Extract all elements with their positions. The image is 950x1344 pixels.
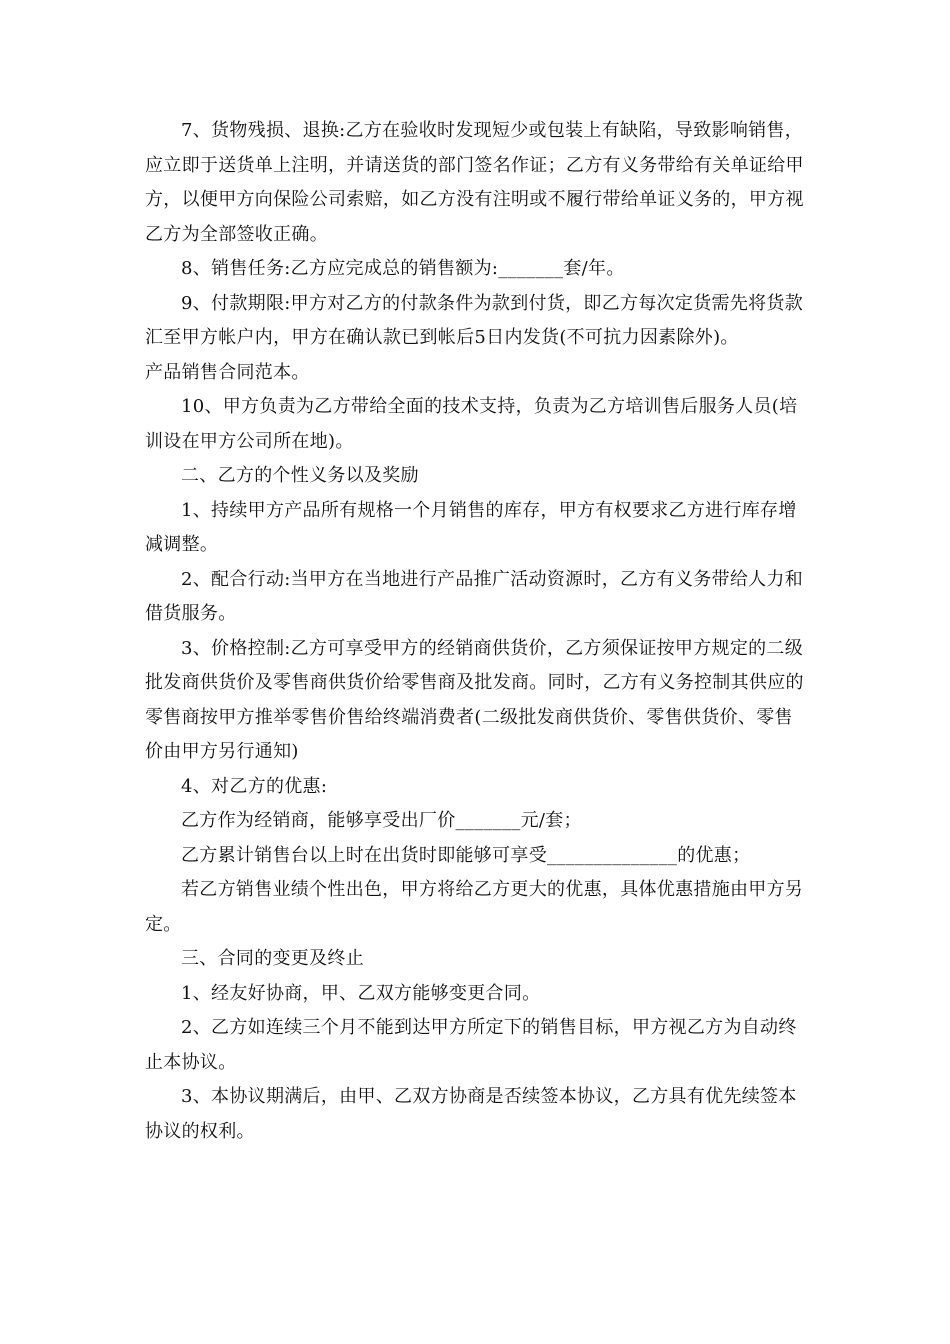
paragraph-clause-7: 7、货物残损、退换:乙方在验收时发现短少或包装上有缺陷，导致影响销售，应立即于送货单上注明，并请送货的部门签名作证；乙方有义务带给有关单证给甲方，以便甲方向保险公司索赔，如乙方没有注明或不履行带给单证义务的，甲方视乙方为全部签收正确。 [145,120,804,245]
paragraph-clause-10: 10、甲方负责为乙方带给全面的技术支持，负责为乙方培训售后服务人员(培训设在甲方公司所在地)。 [145,396,798,452]
paragraph-discount-factory-price: 乙方作为经销商，能够享受出厂价_______元/套； [181,810,582,831]
paragraph-section3-item-3: 3、本协议期满后，由甲、乙双方协商是否续签本协议，乙方具有优先续签本协议的权利。 [145,1086,797,1142]
paragraph-section3-item-1: 1、经友好协商，甲、乙双方能够变更合同。 [181,982,541,1004]
paragraph-discount-performance: 若乙方销售业绩个性出色，甲方将给乙方更大的优惠，具体优惠措施由甲方另定。 [145,879,804,935]
paragraph-clause-8: 8、销售任务:乙方应完成总的销售额为:_______套/年。 [181,258,625,279]
paragraph-discount-cumulative: 乙方累计销售台以上时在出货时即能够可享受______________的优惠； [181,844,751,866]
paragraph-clause-9: 9、付款期限:甲方对乙方的付款条件为款到付货，即乙方每次定货需先将货款汇至甲方帐户内，甲方在确认款已到帐后5日内发货(不可抗力因素除外)。 [145,292,804,348]
paragraph-section2-item-2: 2、配合行动:当甲方在当地进行产品推广活动资源时，乙方有义务带给人力和借货服务。 [145,568,804,624]
paragraph-section2-item-1: 1、持续甲方产品所有规格一个月销售的库存，甲方有权要求乙方进行库存增减调整。 [145,499,797,555]
paragraph-section2-item-3: 3、价格控制:乙方可享受甲方的经销商供货价，乙方须保证按甲方规定的二级批发商供货价及零售商供货价给零售商及批发商。同时，乙方有义务控制其供应的零售商按甲方推举零售价售给终端消费者(二级批发商供货价、零售供货价、零售价由甲方另行通知) [145,637,804,762]
section-heading-2: 二、乙方的个性义务以及奖励 [181,465,419,486]
paragraph-note: 产品销售合同范本。 [145,361,310,383]
document-body [145,114,810,1149]
section-heading-3: 三、合同的变更及终止 [181,948,364,969]
paragraph-section3-item-2: 2、乙方如连续三个月不能到达甲方所定下的销售目标，甲方视乙方为自动终止本协议。 [145,1017,797,1073]
paragraph-section2-item-4: 4、对乙方的优惠: [181,775,328,797]
